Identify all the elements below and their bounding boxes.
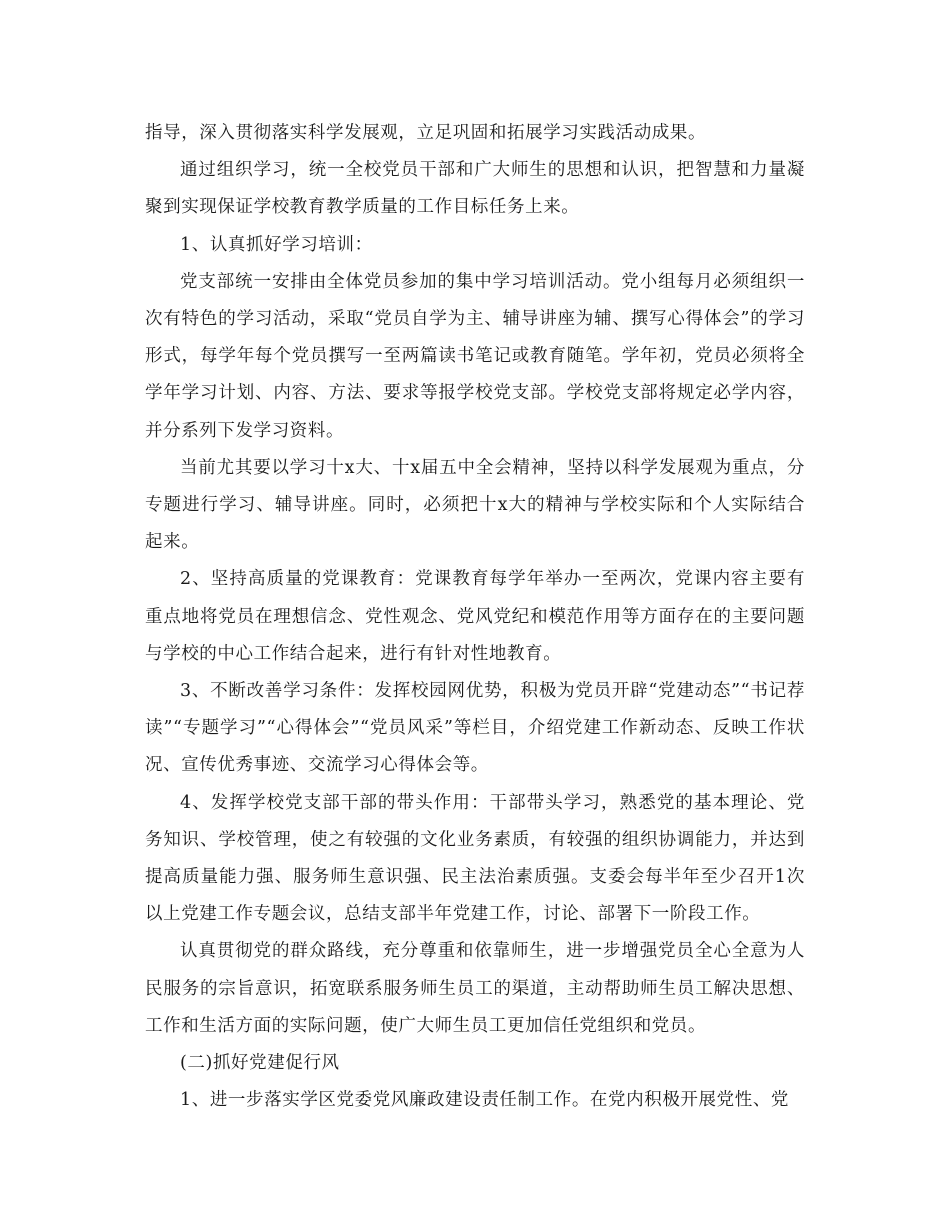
document-body [145,115,805,1119]
paragraph-party-lecture: 2、坚持高质量的党课教育：党课教育每学年举办一至两次，党课内容主要有重点地将党员在理想信念、党性观念、党风党纪和模范作用等方面存在的主要问题与学校的中心工作结合起来，进行有针对性地教育。 [145,569,805,664]
paragraph-2: 通过组织学习，统一全校党员干部和广大师生的思想和认识，把智慧和力量凝聚到实现保证学校教育教学质量的工作目标任务上来。 [145,160,805,218]
section-heading-party-building: (二)抓好党建促行风 [180,1053,340,1074]
paragraph-mass-line: 认真贯彻党的群众路线，充分尊重和依靠师生，进一步增强党员全心全意为人民服务的宗旨意识，拓宽联系服务师生员工的渠道，主动帮助师生员工解决思想、工作和生活方面的实际问题，使广大师生员工更加信任党组织和党员。 [145,941,805,1036]
paragraph-leading-role: 4、发挥学校党支部干部的带头作用：干部带头学习，熟悉党的基本理论、党务知识、学校管理，使之有较强的文化业务素质，有较强的组织协调能力，并达到提高质量能力强、服务师生意识强、民主法治素质强。支委会每半年至少召开1次以上党建工作专题会议，总结支部半年党建工作，讨论、部署下一阶段工作。 [145,792,805,925]
paragraph-5: 当前尤其要以学习十x大、十x届五中全会精神，坚持以科学发展观为重点，分专题进行学习、辅导讲座。同时，必须把十x大的精神与学校实际和个人实际结合起来。 [145,457,805,553]
paragraph-learning-conditions: 3、不断改善学习条件：发挥校园网优势，积极为党员开辟“党建动态”“书记荐读”“专题学习”“心得体会”“党员风采”等栏目，介绍党建工作新动态、反映工作状况、宣传优秀事迹、交流学习心得体会等。 [145,681,805,776]
paragraph-4: 党支部统一安排由全体党员参加的集中学习培训活动。党小组每月必须组织一次有特色的学习活动，采取“党员自学为主、辅导讲座为辅、撰写心得体会”的学习形式，每学年每个党员撰写一至两篇读书笔记或教育随笔。学年初，党员必须将全学年学习计划、内容、方法、要求等报学校党支部。学校党支部将规定必学内容，并分系列下发学习资料。 [145,271,805,441]
section-heading-study-training: 1、认真抓好学习培训： [180,234,373,255]
paragraph-last: 1、进一步落实学区党委党风廉政建设责任制工作。在党内积极开展党性、党 [180,1090,790,1111]
paragraph-1: 指导，深入贯彻落实科学发展观，立足巩固和拓展学习实践活动成果。 [145,123,707,143]
